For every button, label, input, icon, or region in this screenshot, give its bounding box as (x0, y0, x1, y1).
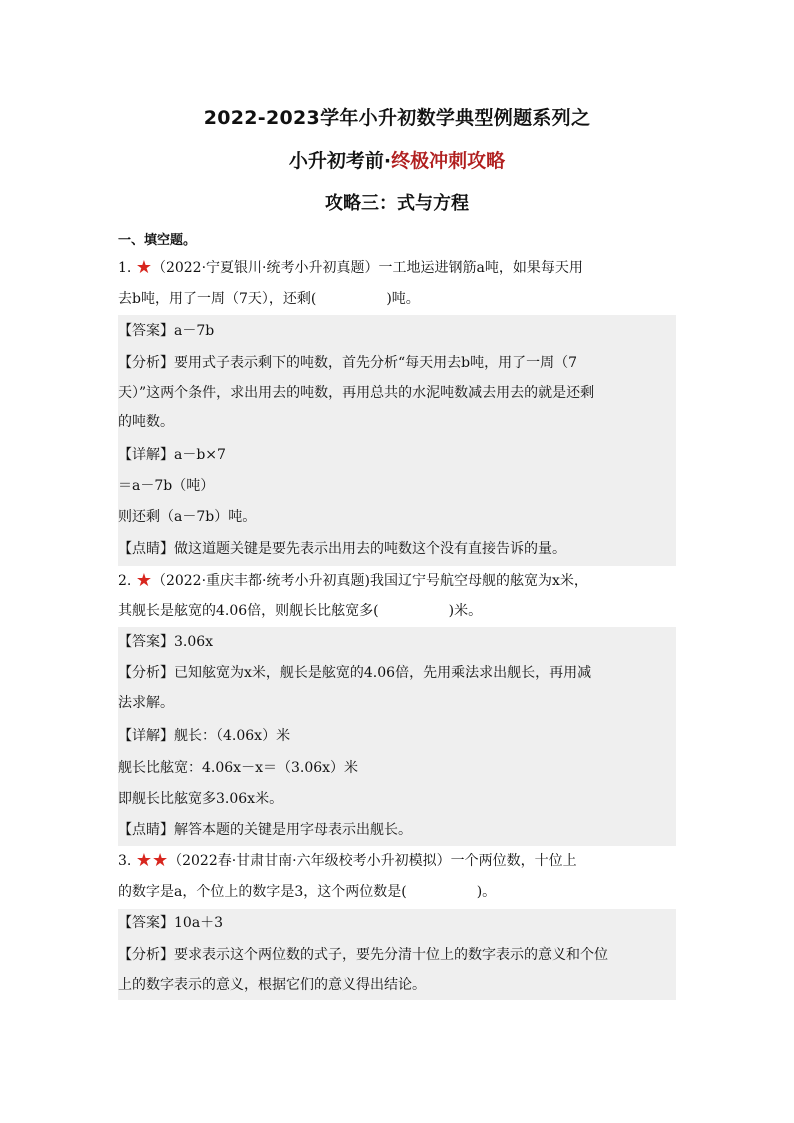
star-icon: ★ (135, 257, 152, 278)
q1-detail-3: 则还剩（a－7b）吨。 (118, 509, 257, 525)
q1-detail-1: 【详解】a－b×7 (118, 447, 226, 463)
q3-number: 3. (118, 853, 132, 869)
q2-line1: 2. ★（2022·重庆丰都·统考小升初真题)我国辽宁号航空母舰的舷宽为x米， (118, 570, 588, 591)
q3-answer: 【答案】10a＋3 (118, 915, 224, 931)
document-subtitle (118, 146, 676, 173)
q2-number: 2. (118, 573, 132, 589)
q1-analysis-2: 天）”这两个条件，求出用去的吨数，再用总共的水泥吨数减去用去的就是还剩 (118, 385, 595, 401)
q2-detail-3: 即舰长比舷宽多3.06x米。 (118, 791, 284, 807)
document-title: 2022-2023学年小升初数学典型例题系列之 (203, 107, 591, 129)
q1-line1: 1. ★（2022·宁夏银川·统考小升初真题）一工地运进钢筋a吨，如果每天用 (118, 257, 583, 278)
star-icon: ★ (135, 570, 152, 591)
q3-analysis-1: 【分析】要求表示这个两位数的式子，要先分清十位上的数字表示的意义和个位 (118, 947, 608, 963)
q1-point: 【点睛】做这道题关键是要先表示出用去的吨数这个没有直接告诉的量。 (118, 541, 566, 557)
q1-number: 1. (118, 260, 132, 276)
star-icon: ★★ (135, 850, 169, 871)
q2-detail-2: 舰长比舷宽：4.06x－x＝（3.06x）米 (118, 760, 359, 776)
strategy-title: 攻略三：式与方程 (325, 193, 469, 214)
q3-analysis-2: 上的数字表示的意义，根据它们的意义得出结论。 (118, 977, 426, 993)
q1-analysis-1: 【分析】要用式子表示剩下的吨数，首先分析“每天用去b吨，用了一周（7 (118, 355, 578, 371)
q3-line2: 的数字是a，个位上的数字是3，这个两位数是( )。 (118, 884, 497, 900)
section-heading: 一、填空题。 (118, 233, 197, 248)
subtitle-red: 终极冲刺攻略 (391, 150, 506, 172)
q2-analysis-1: 【分析】已知舷宽为x米，舰长是舷宽的4.06倍，先用乘法求出舰长，再用减 (118, 665, 592, 681)
q2-answer: 【答案】3.06x (118, 634, 214, 650)
q2-detail-1: 【详解】舰长：（4.06x）米 (118, 728, 291, 744)
subtitle-black: 小升初考前· (288, 150, 392, 172)
q2-analysis-2: 法求解。 (118, 695, 174, 711)
q1-line2: 去b吨，用了一周（7天），还剩( )吨。 (118, 291, 420, 307)
q3-line1: 3. ★★（2022春·甘肃甘南·六年级校考小升初模拟）一个两位数，十位上 (118, 850, 577, 871)
q1-analysis-3: 的吨数。 (118, 414, 174, 430)
q2-point: 【点睛】解答本题的关键是用字母表示出舰长。 (118, 822, 412, 838)
q2-line2: 其舰长是舷宽的4.06倍，则舰长比舷宽多( )米。 (118, 603, 483, 619)
q1-detail-2: ＝a－7b（吨） (118, 478, 215, 494)
q1-answer: 【答案】a－7b (118, 323, 215, 339)
